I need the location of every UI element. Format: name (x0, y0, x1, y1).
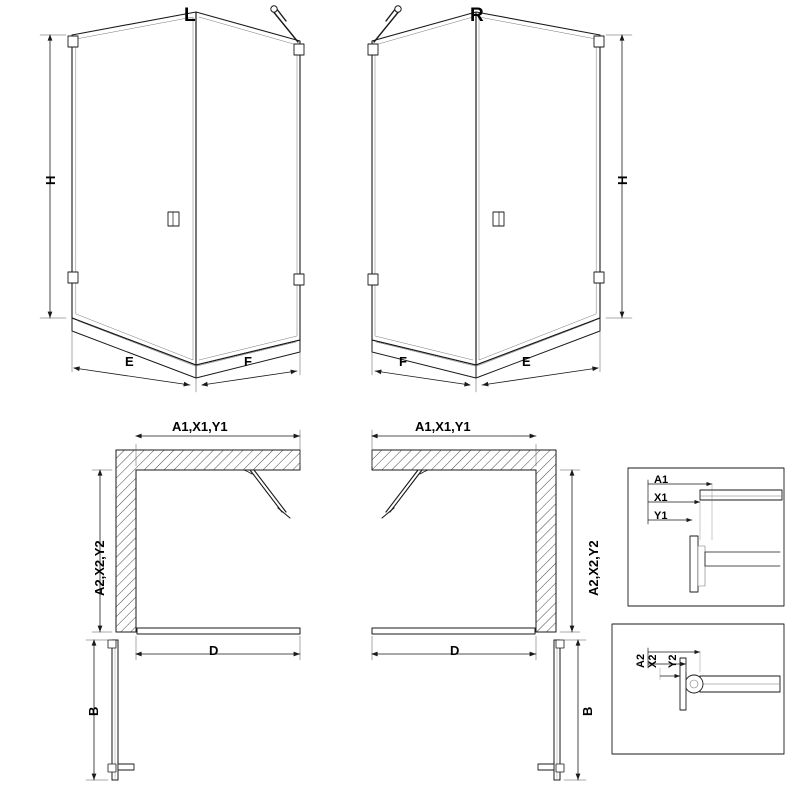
dimension-label-a2x2y2-right: A2,X2,Y2 (586, 540, 601, 596)
dimension-label-e-left: E (125, 354, 134, 369)
detail-wall-profile-top (628, 468, 784, 606)
dimension-label-d-right: D (450, 643, 460, 658)
left-hand-isometric-view (40, 6, 304, 392)
view-title-left: L (184, 5, 196, 26)
dimension-label-b-left: B (86, 706, 101, 716)
detail-label-a1: A1 (654, 474, 669, 486)
dimension-label-d-left: D (209, 643, 219, 658)
view-title-right: R (470, 5, 484, 26)
dimension-label-f-left: F (244, 354, 252, 369)
dimension-label-h-left: H (43, 175, 58, 185)
detail-label-x1: X1 (654, 492, 668, 504)
detail-label-x2: X2 (647, 654, 659, 668)
left-hand-plan-view (86, 430, 300, 780)
dimension-label-b-right: B (580, 706, 595, 716)
detail-label-a2: A2 (635, 653, 647, 668)
dimension-label-a1x1y1-left: A1,X1,Y1 (172, 419, 228, 434)
dimension-label-h-right: H (615, 175, 630, 185)
detail-wall-profile-bottom (612, 624, 784, 754)
dimension-label-f-right: F (399, 354, 407, 369)
detail-label-y2: Y2 (667, 654, 679, 668)
dimension-label-a2x2y2-left: A2,X2,Y2 (92, 540, 107, 596)
detail-label-y1: Y1 (654, 510, 668, 522)
dimension-label-a1x1y1-right: A1,X1,Y1 (415, 419, 471, 434)
right-hand-isometric-view (368, 6, 632, 392)
right-hand-plan-view (372, 430, 586, 780)
dimension-label-e-right: E (522, 354, 531, 369)
